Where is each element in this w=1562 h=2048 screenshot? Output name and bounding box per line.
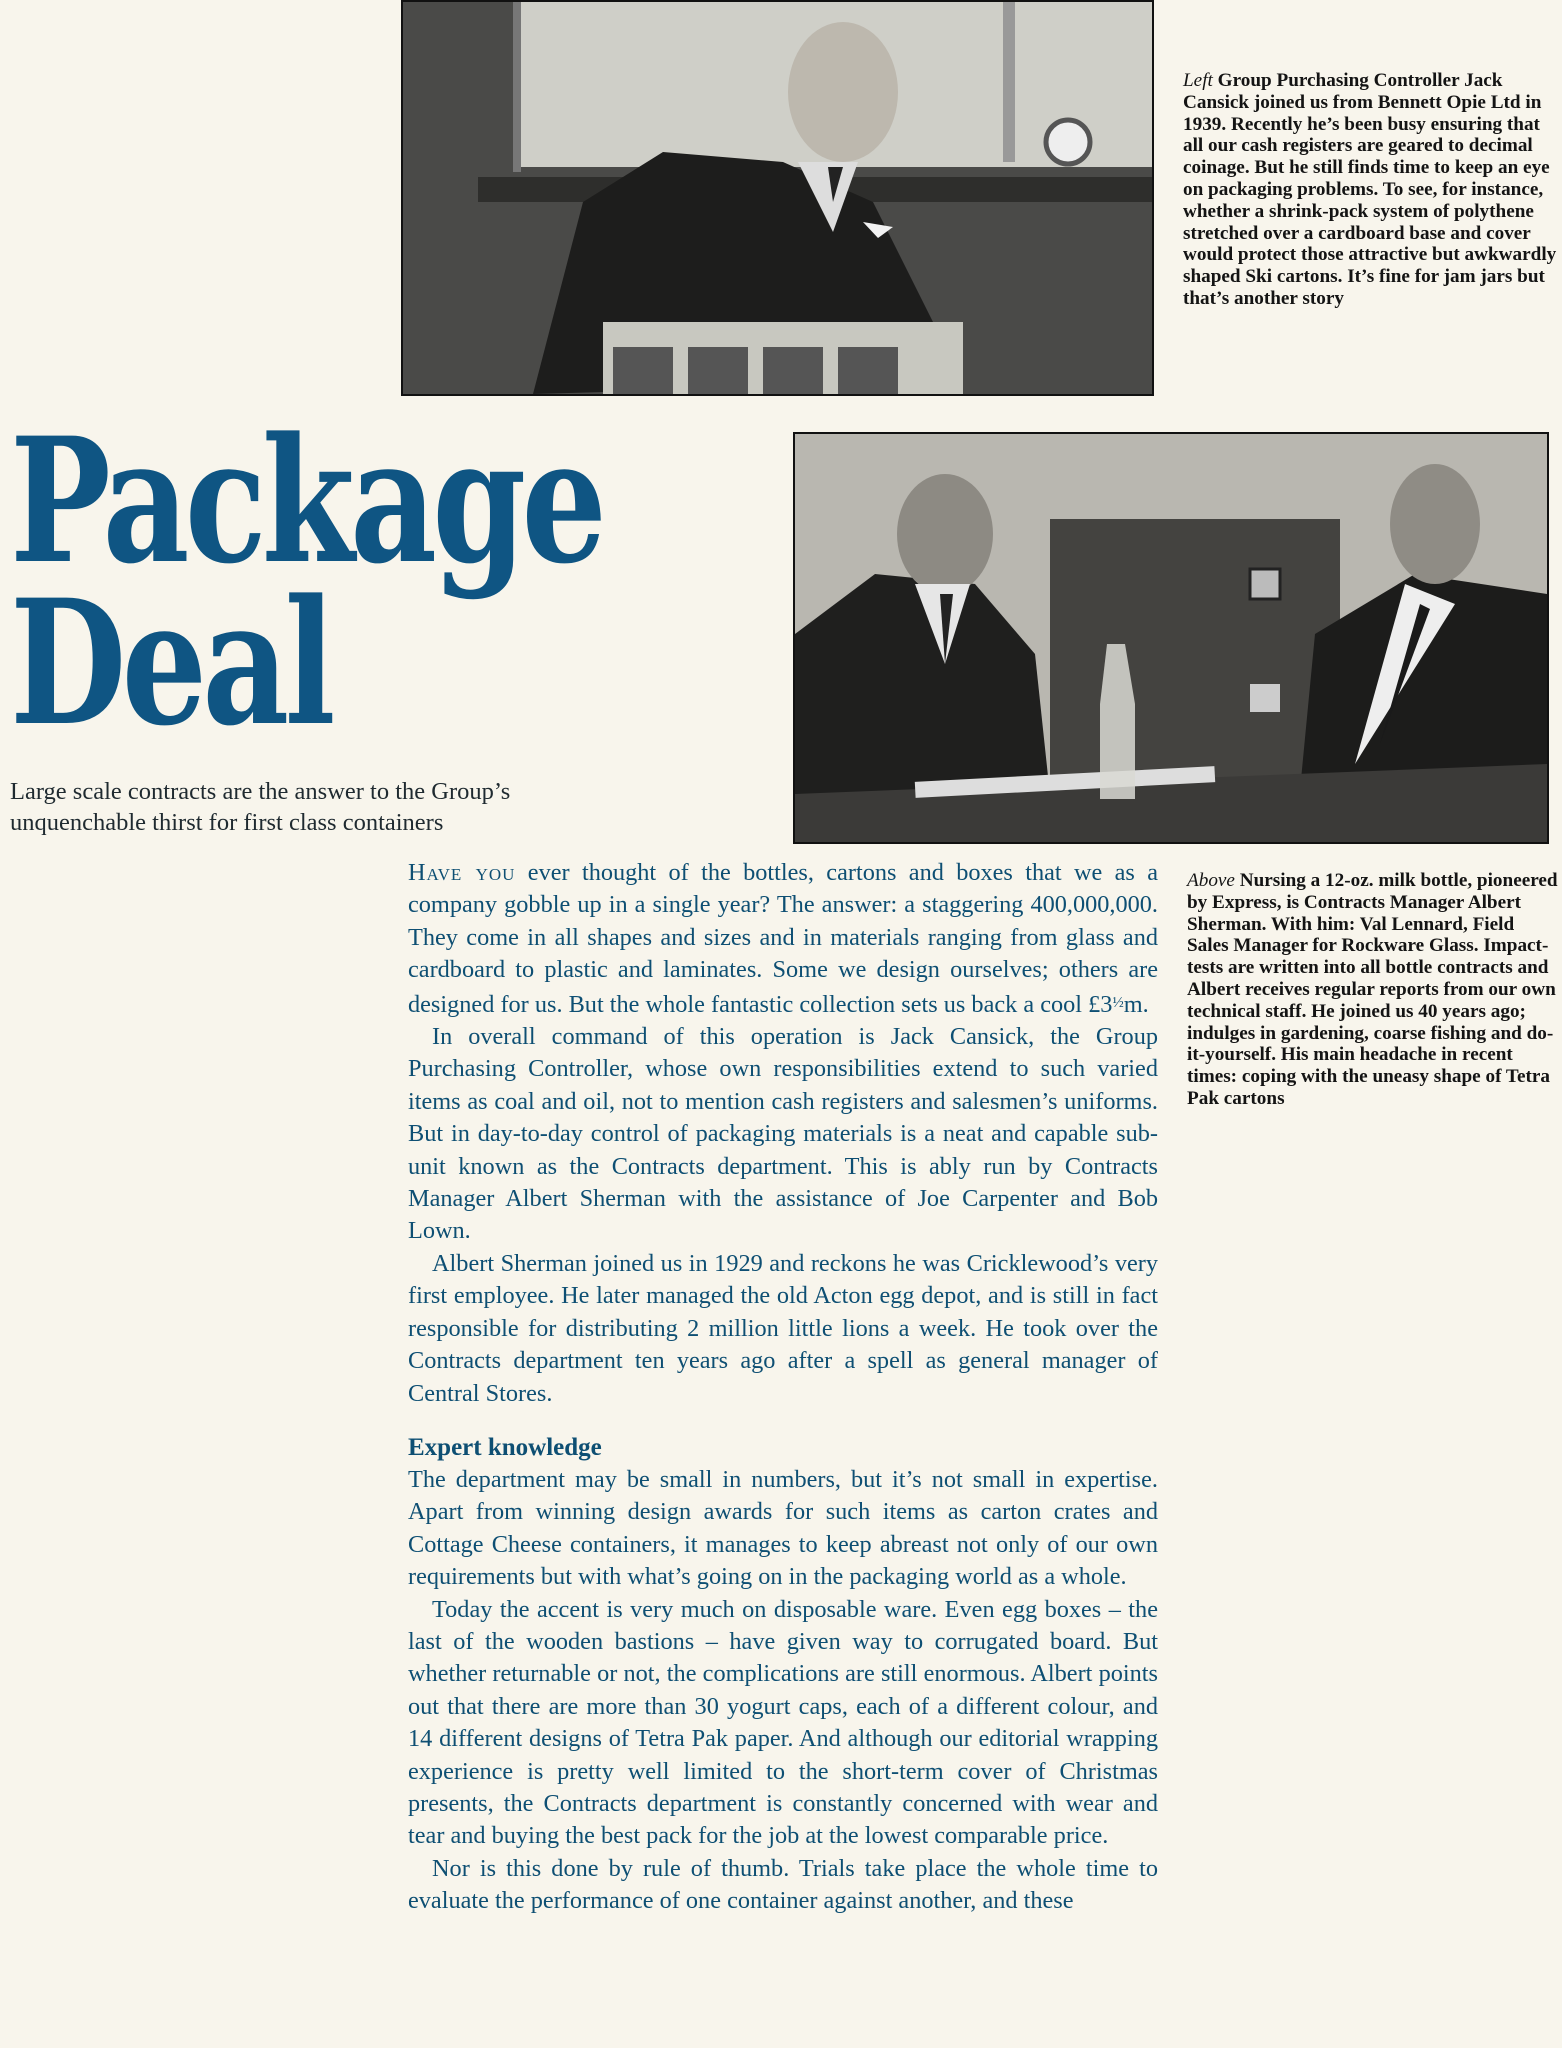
caption-lead: Left: [1183, 70, 1213, 91]
caption-text: Group Purchasing Controller Jack Cansick joined us from Bennett Opie Ltd in 1939. Recently he’s been busy ensuring that all our cash registers are geared to decimal coinage. But he still finds time to keep an eye on packaging problems. To see, for instance, whether a shrink-pack system of polythene stretched over a cardboard base and cover would protect those attractive but awkwardly shaped Ski cartons. It’s fine for jam jars but that’s another story: [1183, 70, 1557, 309]
photo-jack-cansick-image: [403, 2, 1152, 394]
article-paragraph-2: In overall command of this operation is Jack Cansick, the Group Purchasing Controller, whose own responsibilities extend to such varied items as coal and oil, not to mention cash registers and salesmen’s uniforms. But in day-to-day control of packaging materials is a neat and capable sub-unit known as the Contracts department. This is ably run by Contracts Manager Albert Sherman with the assistance of Joe Carpenter and Bob Lown.: [408, 1023, 1158, 1245]
caption-above-photo: [1187, 870, 1559, 1110]
headline-line-2: Deal: [10, 561, 331, 764]
article-paragraph-4: The department may be small in numbers, but it’s not small in expertise. Apart from winning design awards for such items as carton crates and Cottage Cheese containers, it manages to keep abreast not only of our own requirements but with what’s going on in the packaging world as a whole.: [408, 1465, 1158, 1591]
article-paragraph-3: Albert Sherman joined us in 1929 and reckons he was Cricklewood’s very first employee. He later managed the old Acton egg depot, and is still in fact responsible for distributing 2 million little lions a week. He took over the Contracts department ten years ago after a spell as general manager of Central Stores.: [408, 1249, 1158, 1407]
standfirst: Large scale contracts are the answer to the Group’s unquenchable thirst for first class containers: [10, 778, 511, 836]
caption-left-photo: [1183, 70, 1558, 310]
photo-jack-cansick: [401, 0, 1154, 396]
caption-text: Nursing a 12-oz. milk bottle, pioneered by Express, is Contracts Manager Albert Sherman. With him: Val Lennard, Field Sales Manager for Rockware Glass. Impact-tests are written into all bottle contracts and Albert receives regular reports from our own technical staff. He joined us 40 years ago; indulges in gardening, coarse fishing and do-it-yourself. His main headache in recent times: coping with the uneasy shape of Tetra Pak cartons: [1187, 870, 1558, 1109]
caption-lead: Above: [1187, 870, 1235, 891]
headline: [10, 399, 603, 764]
article-paragraph-1: [408, 857, 1158, 1021]
fraction-half: ½: [1112, 994, 1124, 1011]
article-paragraph-5: Today the accent is very much on disposable ware. Even egg boxes – the last of the wooden bastions – have given way to corrugated board. But whether returnable or not, the complications are still enormous. Albert points out that there are more than 30 yogurt caps, each of a different colour, and 14 different designs of Tetra Pak paper. And although our editorial wrapping experience is pretty well limited to the short-term cover of Christmas presents, the Contracts department is constantly concerned with wear and tear and buying the best pack for the job at the lowest comparable price.: [408, 1595, 1158, 1850]
article-paragraph-6: Nor is this done by rule of thumb. Trials take place the whole time to evaluate the performance of one container against another, and these: [408, 1854, 1158, 1915]
headline-line-1: Package: [10, 399, 603, 602]
subheading-expert-knowledge: Expert knowledge: [408, 1433, 602, 1461]
article-text: ever thought of the bottles, cartons and boxes that we as a company gobble up in a single year? The answer: a staggering 400,000,000. They come in all shapes and sizes and in materials ranging from glass and cardboard to plastic and laminates. Some we design ourselves; others are designed for us. But the whole fantastic collection sets us back a cool £3: [408, 859, 1158, 1018]
drop-in-smallcaps: Have you: [408, 859, 516, 886]
article-text: m.: [1123, 990, 1149, 1018]
photo-albert-sherman-image: [795, 434, 1547, 842]
article-body: [408, 857, 1158, 1918]
photo-albert-sherman: [793, 432, 1549, 844]
